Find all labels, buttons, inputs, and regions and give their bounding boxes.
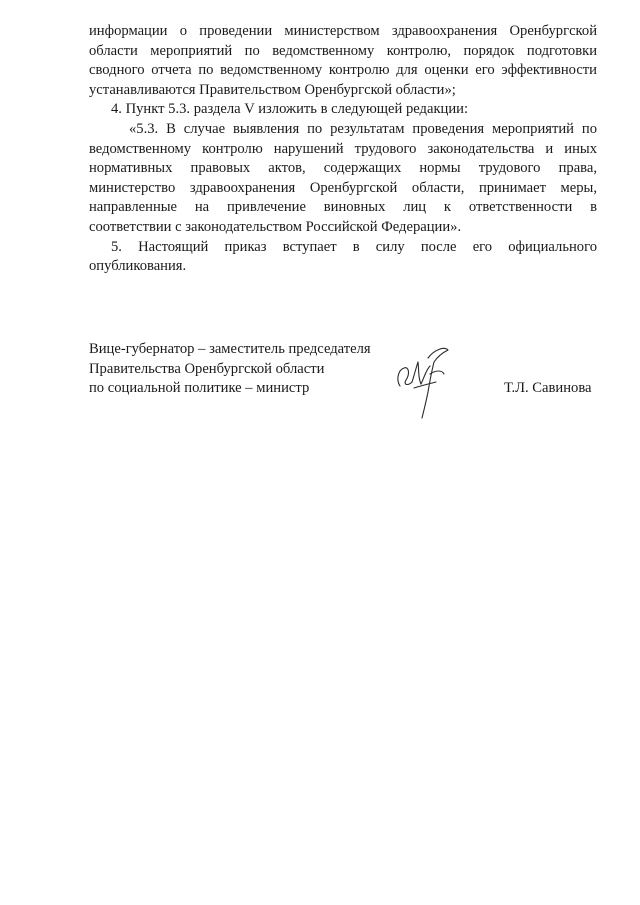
paragraph-3-line-4: министерство здравоохранения Оренбургской области, принимает меры, — [89, 179, 597, 196]
handwritten-signature — [388, 340, 458, 420]
paragraph-3-line-2: ведомственному контролю нарушений трудового законодательства и иных — [89, 140, 597, 157]
signer-position-line-2: Правительства Оренбургской области — [89, 360, 325, 377]
paragraph-1-line-3: сводного отчета по ведомственному контролю для оценки его эффективности — [89, 62, 597, 79]
paragraph-3-line-6: соответствии с законодательством Российской Федерации». — [89, 218, 462, 235]
paragraph-4-line-2: опубликования. — [89, 258, 187, 275]
signer-position-line-1: Вице-губернатор – заместитель председателя — [89, 341, 371, 357]
paragraph-1-line-2: области мероприятий по ведомственному контролю, порядок подготовки — [89, 42, 597, 59]
signer-position-line-3: по социальной политике – министр — [89, 380, 310, 397]
document-body — [89, 22, 597, 277]
paragraph-2-line-1: 4. Пункт 5.3. раздела V изложить в следующей редакции: — [111, 101, 469, 118]
paragraph-1-line-4: устанавливаются Правительством Оренбургской области»; — [89, 81, 456, 98]
paragraph-3-line-5: направленные на привлечение виновных лиц к ответственности в — [89, 199, 597, 216]
signer-position — [89, 340, 389, 399]
paragraph-3-line-1: «5.3. В случае выявления по результатам проведения мероприятий по — [129, 120, 597, 137]
paragraph-4-line-1: 5. Настоящий приказ вступает в силу после его официального — [111, 238, 597, 255]
paragraph-3-line-3: нормативных правовых актов, содержащих нормы трудового права, — [89, 160, 597, 177]
paragraph-1-line-1: информации о проведении министерством здравоохранения Оренбургской — [89, 23, 597, 39]
signer-name: Т.Л. Савинова — [504, 380, 592, 396]
